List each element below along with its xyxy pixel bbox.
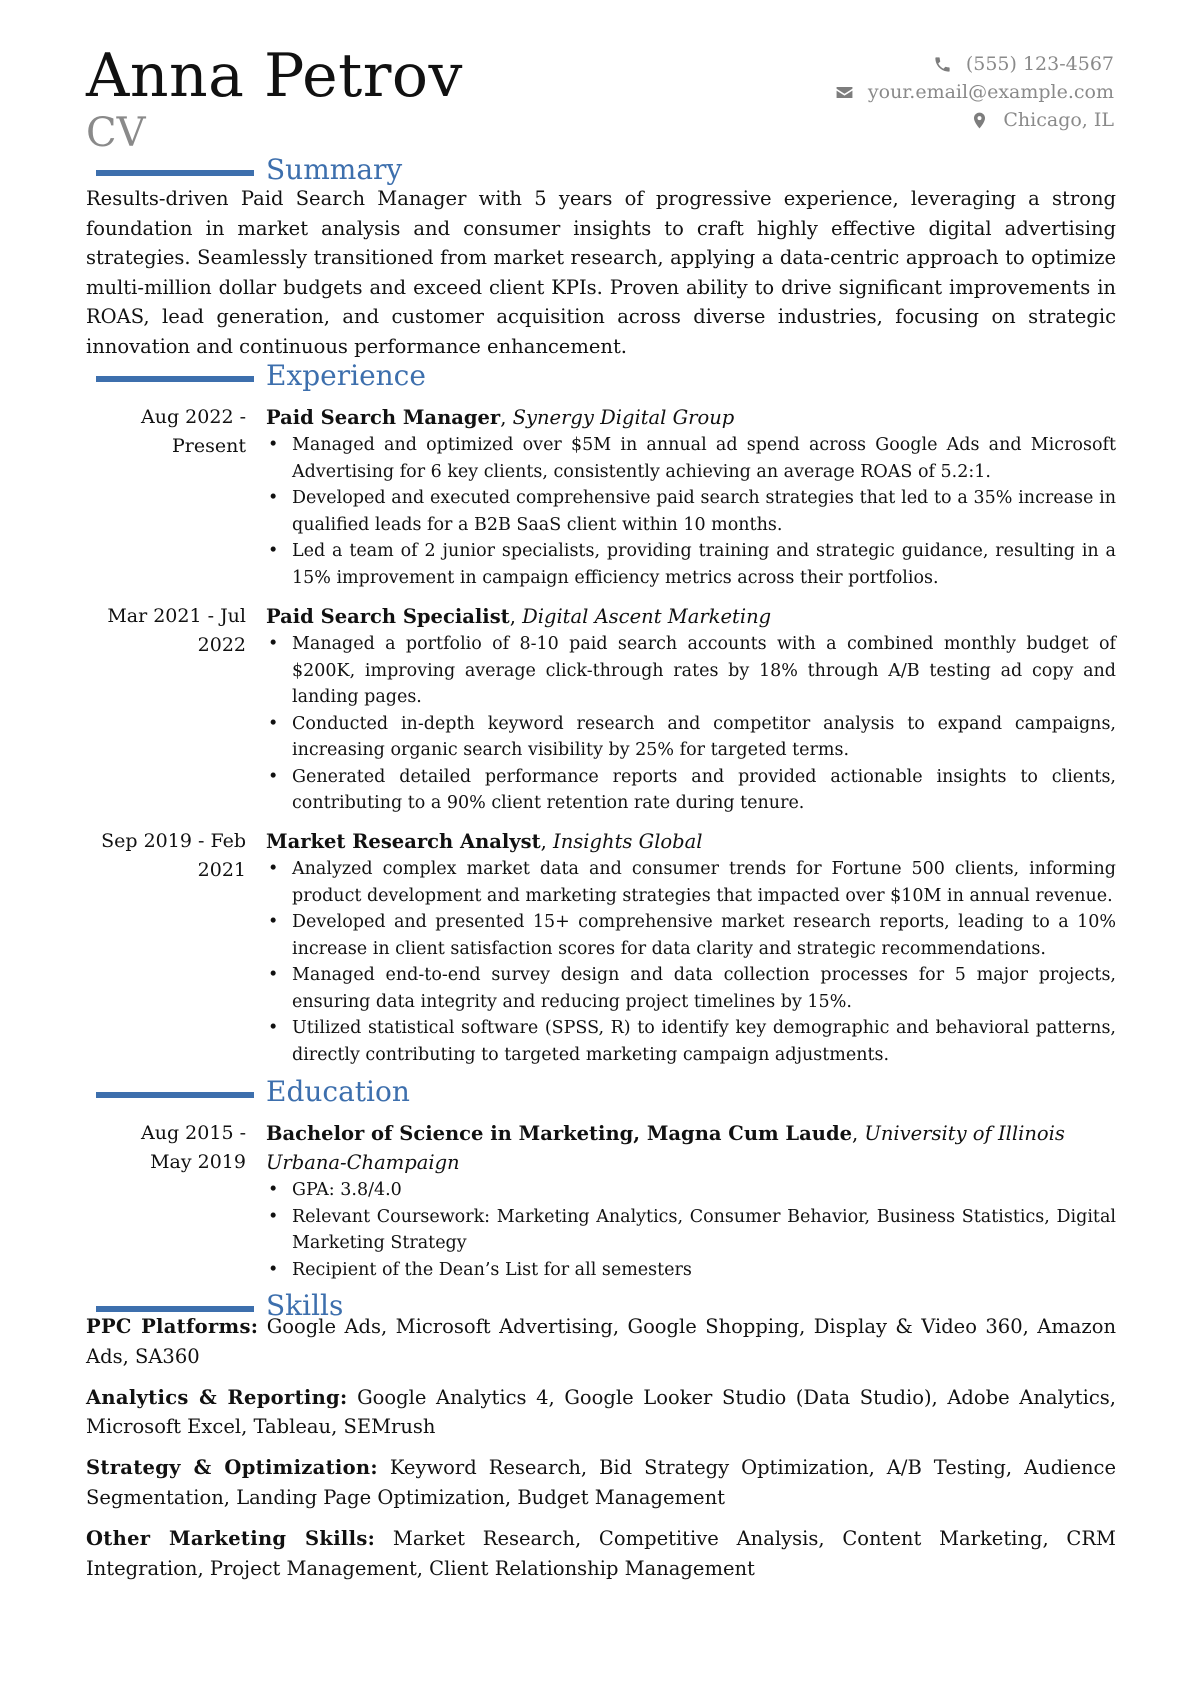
bullet-item: • Managed a portfolio of 8-10 paid search accounts with a combined monthly budget of $200K, improving average click-through rates by 18% through A/B testing ad copy and landing pages. [292, 631, 1116, 711]
degree-name: Bachelor of Science in Marketing, Magna Cum Laude [266, 1122, 852, 1145]
bullet-list [266, 1177, 1116, 1283]
bullet-item: • Generated detailed performance reports and provided actionable insights to clients, contributing to a 90% client retention rate during tenure. [292, 764, 1116, 817]
bullet-list [266, 432, 1116, 591]
summary-paragraph: Results-driven Paid Search Manager with 5 years of progressive experience, leveraging a strong foundation in market analysis and consumer insights to craft highly effective digital advertising strategies. Seamlessly transitioned from market research, applying a data-centric approach to optimize multi-million dollar budgets and exceed client KPIs. Proven ability to drive significant improvements in ROAS, lead generation, and customer acquisition across diverse industries, focusing on strategic innovation and continuous performance enhancement. [86, 187, 1116, 358]
map-marker-icon [970, 111, 989, 130]
skill-row [86, 1383, 1116, 1442]
job-title: Paid Search Specialist [266, 605, 510, 628]
bullet-item: • Conducted in-depth keyword research and competitor analysis to expand campaigns, increasing organic search visibility by 25% for targeted terms. [292, 711, 1116, 764]
section-rule [96, 1092, 254, 1098]
skill-values: Market Research, Competitive Analysis, Content Marketing, CRM Integration, Project Management, Client Relationship Management [86, 1527, 1116, 1580]
bullet-item: • Managed end-to-end survey design and data collection processes for 5 major projects, ensuring data integrity and reducing project timelines by 15%. [292, 962, 1116, 1015]
envelope-icon [835, 83, 854, 102]
contact-phone [835, 50, 1114, 78]
bullet-item: • Analyzed complex market data and consumer trends for Fortune 500 clients, informing product development and marketing strategies that impacted over $10M in annual revenue. [292, 856, 1116, 909]
bullet-item: • Managed and optimized over $5M in annual ad spend across Google Ads and Microsoft Advertising for 6 key clients, consistently achieving an average ROAS of 5.2:1. [292, 432, 1116, 485]
date-start: Sep 2019 - Feb [101, 830, 246, 852]
skill-values: Google Ads, Microsoft Advertising, Google Shopping, Display & Video 360, Amazon Ads, SA360 [86, 1315, 1117, 1368]
bullet-item: • Recipient of the Dean’s List for all semesters [292, 1257, 1116, 1284]
bullet-item: • Relevant Coursework: Marketing Analytics, Consumer Behavior, Business Statistics, Digital Marketing Strategy [292, 1204, 1116, 1257]
date-end: 2021 [197, 859, 246, 881]
bullet-item: • GPA: 3.8/4.0 [292, 1177, 1116, 1204]
company-name: Digital Ascent Marketing [522, 605, 772, 628]
bullet-list [266, 631, 1116, 817]
job-title: Market Research Analyst [266, 830, 541, 853]
bullet-item: • Developed and presented 15+ comprehensive market research reports, leading to a 10% increase in client satisfaction scores for data clarity and strategic recommendations. [292, 909, 1116, 962]
email-link[interactable]: your.email@example.com [867, 81, 1114, 103]
entry-title-line: Paid Search Manager, Synergy Digital Group [266, 406, 735, 429]
bullet-item: • Utilized statistical software (SPSS, R) to identify key demographic and behavioral patterns, directly contributing to targeted marketing campaign adjustments. [292, 1015, 1116, 1068]
contact-email [835, 78, 1114, 106]
date-end: May 2019 [150, 1151, 246, 1173]
contact-info [835, 50, 1114, 134]
location-text: Chicago, IL [1003, 109, 1114, 131]
section-title: Skills [266, 1289, 344, 1322]
candidate-name: Anna Petrov [86, 41, 463, 111]
school-name: University of Illinois Urbana-Champaign [266, 1122, 1065, 1174]
date-start: Aug 2015 - [141, 1122, 246, 1144]
section-title: Summary [266, 153, 403, 186]
section-rule [96, 170, 254, 176]
phone-number: (555) 123-4567 [965, 53, 1114, 75]
skill-values: Keyword Research, Bid Strategy Optimization, A/B Testing, Audience Segmentation, Landing Page Optimization, Budget Management [86, 1456, 1117, 1509]
date-end: 2022 [197, 634, 246, 656]
skill-category: PPC Platforms: [86, 1315, 259, 1338]
company-name: Insights Global [553, 830, 703, 853]
job-title: Paid Search Manager [266, 406, 501, 429]
entry-dates [86, 403, 246, 461]
bullet-list [266, 856, 1116, 1068]
section-rule [96, 376, 254, 382]
skill-category: Analytics & Reporting: [86, 1385, 348, 1409]
section-title: Experience [266, 359, 426, 392]
skill-row [86, 1453, 1116, 1512]
entry-title-line: Paid Search Specialist, Digital Ascent Marketing [266, 605, 772, 628]
bullet-item: • Developed and executed comprehensive paid search strategies that led to a 35% increase in qualified leads for a B2B SaaS client within 10 months. [292, 485, 1116, 538]
company-name: Synergy Digital Group [512, 406, 735, 429]
phone-icon [933, 55, 952, 74]
skill-values: Google Analytics 4, Google Looker Studio (Data Studio), Adobe Analytics, Microsoft Excel, Tableau, SEMrush [86, 1385, 1117, 1439]
section-title: Education [266, 1075, 410, 1108]
skill-category: Strategy & Optimization: [86, 1456, 378, 1480]
skill-row [86, 1524, 1116, 1583]
entry-title-line: Bachelor of Science in Marketing, Magna Cum Laude, University of Illinois Urbana-Champaign [266, 1122, 1065, 1174]
entry-dates [86, 1119, 246, 1177]
bullet-item: • Led a team of 2 junior specialists, providing training and strategic guidance, resulting in a 15% improvement in campaign efficiency metrics across their portfolios. [292, 538, 1116, 591]
entry-title-line: Market Research Analyst, Insights Global [266, 830, 703, 853]
date-start: Mar 2021 - Jul [107, 605, 246, 627]
entry-dates [86, 602, 246, 660]
document-subtitle: CV [86, 110, 146, 156]
entry-dates [86, 827, 246, 885]
skills-list [86, 1312, 1116, 1595]
skill-row [86, 1312, 1116, 1371]
contact-location [835, 106, 1114, 134]
skill-category: Other Marketing Skills: [86, 1527, 376, 1551]
date-start: Aug 2022 - [141, 406, 246, 428]
date-end: Present [172, 435, 246, 457]
